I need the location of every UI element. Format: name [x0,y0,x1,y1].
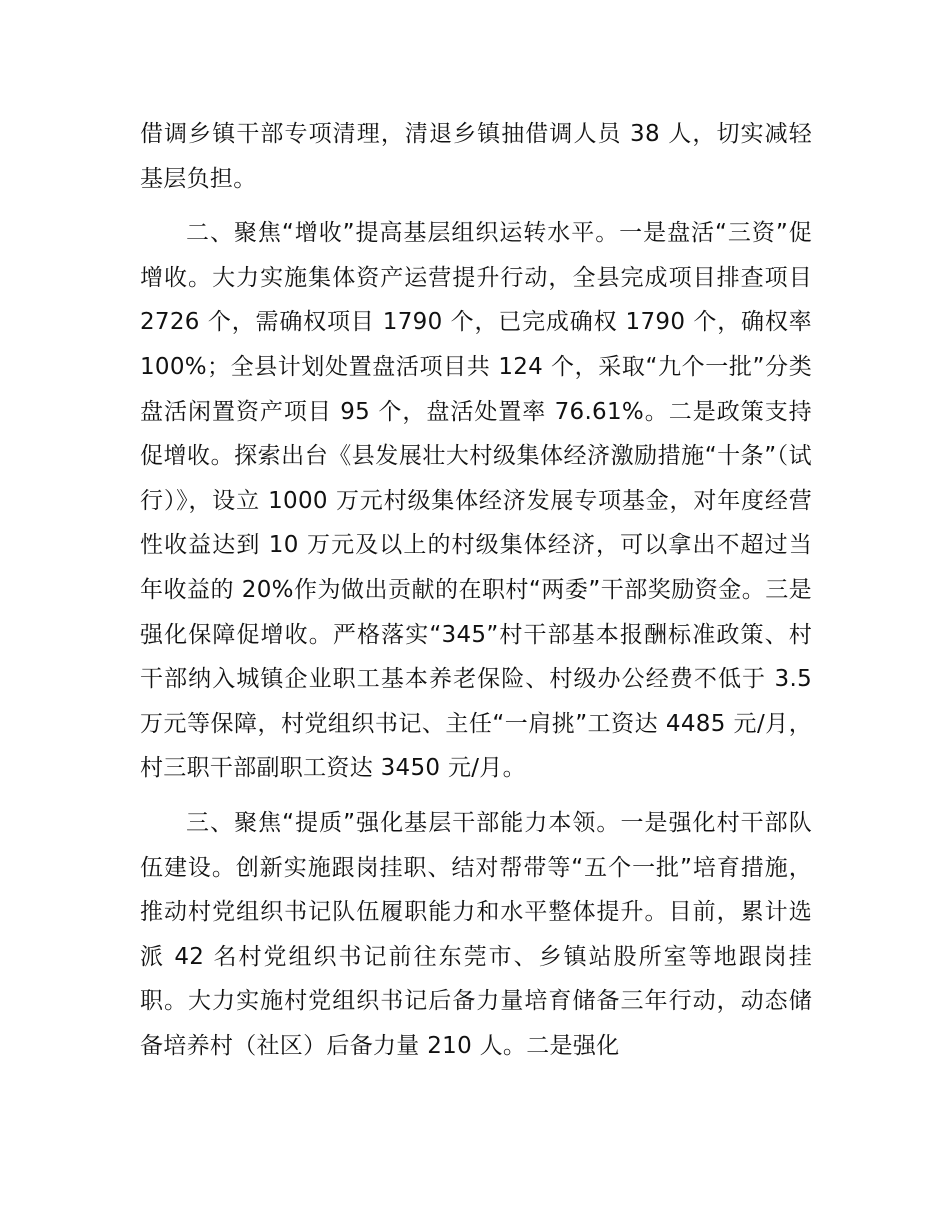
paragraph-section-three: 三、聚焦“提质”强化基层干部能力本领。一是强化村干部队伍建设。创新实施跟岗挂职、结对帮带等“五个一批”培育措施，推动村党组织书记队伍履职能力和水平整体提升。目前，累计选派 42 名村党组织书记前往东莞市、乡镇站股所室等地跟岗挂职。大力实施村党组织书记后备力量培育储备三年行动，动态储备培养村（社区）后备力量 210 人。二是强化 [140,809,812,1059]
document-page [140,112,812,1078]
paragraph-continuation: 借调乡镇干部专项清理，清退乡镇抽借调人员 38 人，切实减轻基层负担。 [140,121,812,192]
paragraph-section-two: 二、聚焦“增收”提高基层组织运转水平。一是盘活“三资”促增收。大力实施集体资产运营提升行动，全县完成项目排查项目 2726 个，需确权项目 1790 个，已完成确权 1790 个，确权率 100%；全县计划处置盘活项目共 124 个，采取“九个一批”分类盘活闲置资产项目 95 个，盘活处置率 76.61%。二是政策支持促增收。探索出台《县发展壮大村级集体经济激励措施“十条”（试行）》，设立 1000 万元村级集体经济发展专项基金，对年度经营性收益达到 10 万元及以上的村级集体经济，可以拿出不超过当年收益的 20%作为做出贡献的在职村“两委”干部奖励资金。三是强化保障促增收。严格落实“345”村干部基本报酬标准政策、村干部纳入城镇企业职工基本养老保险、村级办公经费不低于 3.5 万元等保障，村党组织书记、主任“一肩挑”工资达 4485 元/月，村三职干部副职工资达 3450 元/月。 [140,220,812,782]
